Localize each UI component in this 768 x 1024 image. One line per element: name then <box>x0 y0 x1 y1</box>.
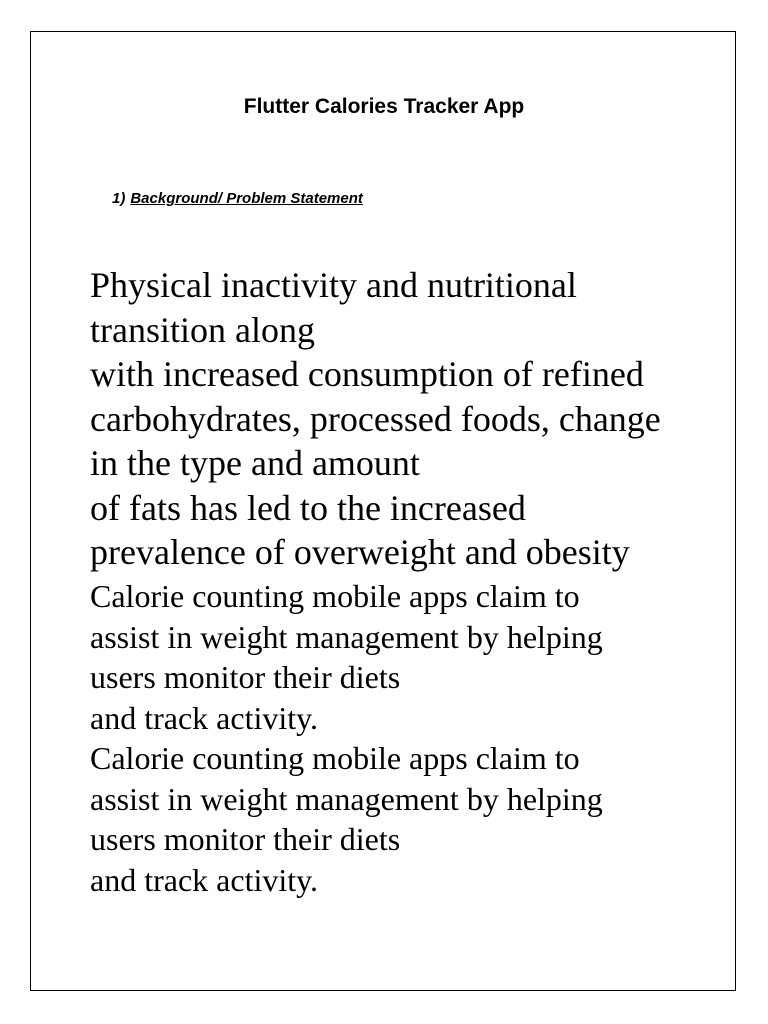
section-heading-label: Background/ Problem Statement <box>130 190 363 207</box>
text-line: and track activity. <box>90 699 319 736</box>
text-line: assist in weight management by helping <box>90 618 603 655</box>
section-heading <box>112 190 363 207</box>
text-line: transition along <box>90 309 315 350</box>
text-line: Calorie counting mobile apps claim to <box>90 740 580 776</box>
text-line: of fats has led to the increased <box>90 487 526 528</box>
text-line: users monitor their diets <box>90 659 401 695</box>
text-line: users monitor their diets <box>90 821 401 857</box>
text-line: and track activity. <box>90 861 319 898</box>
paragraph-physical-inactivity <box>90 263 710 575</box>
text-line: with increased consumption of refined <box>90 354 644 394</box>
text-line: Calorie counting mobile apps claim to <box>90 578 580 614</box>
text-line: in the type and amount <box>90 443 420 483</box>
paragraph-calorie-apps-2 <box>90 738 710 900</box>
text-line: carbohydrates, processed foods, change <box>90 398 661 439</box>
text-line: Physical inactivity and nutritional <box>90 265 577 305</box>
text-line: assist in weight management by helping <box>90 780 603 817</box>
paragraph-calorie-apps-1 <box>90 576 710 738</box>
section-number: 1) <box>112 190 126 207</box>
document-title: Flutter Calories Tracker App <box>243 95 525 118</box>
text-line: prevalence of overweight and obesity <box>90 532 630 572</box>
